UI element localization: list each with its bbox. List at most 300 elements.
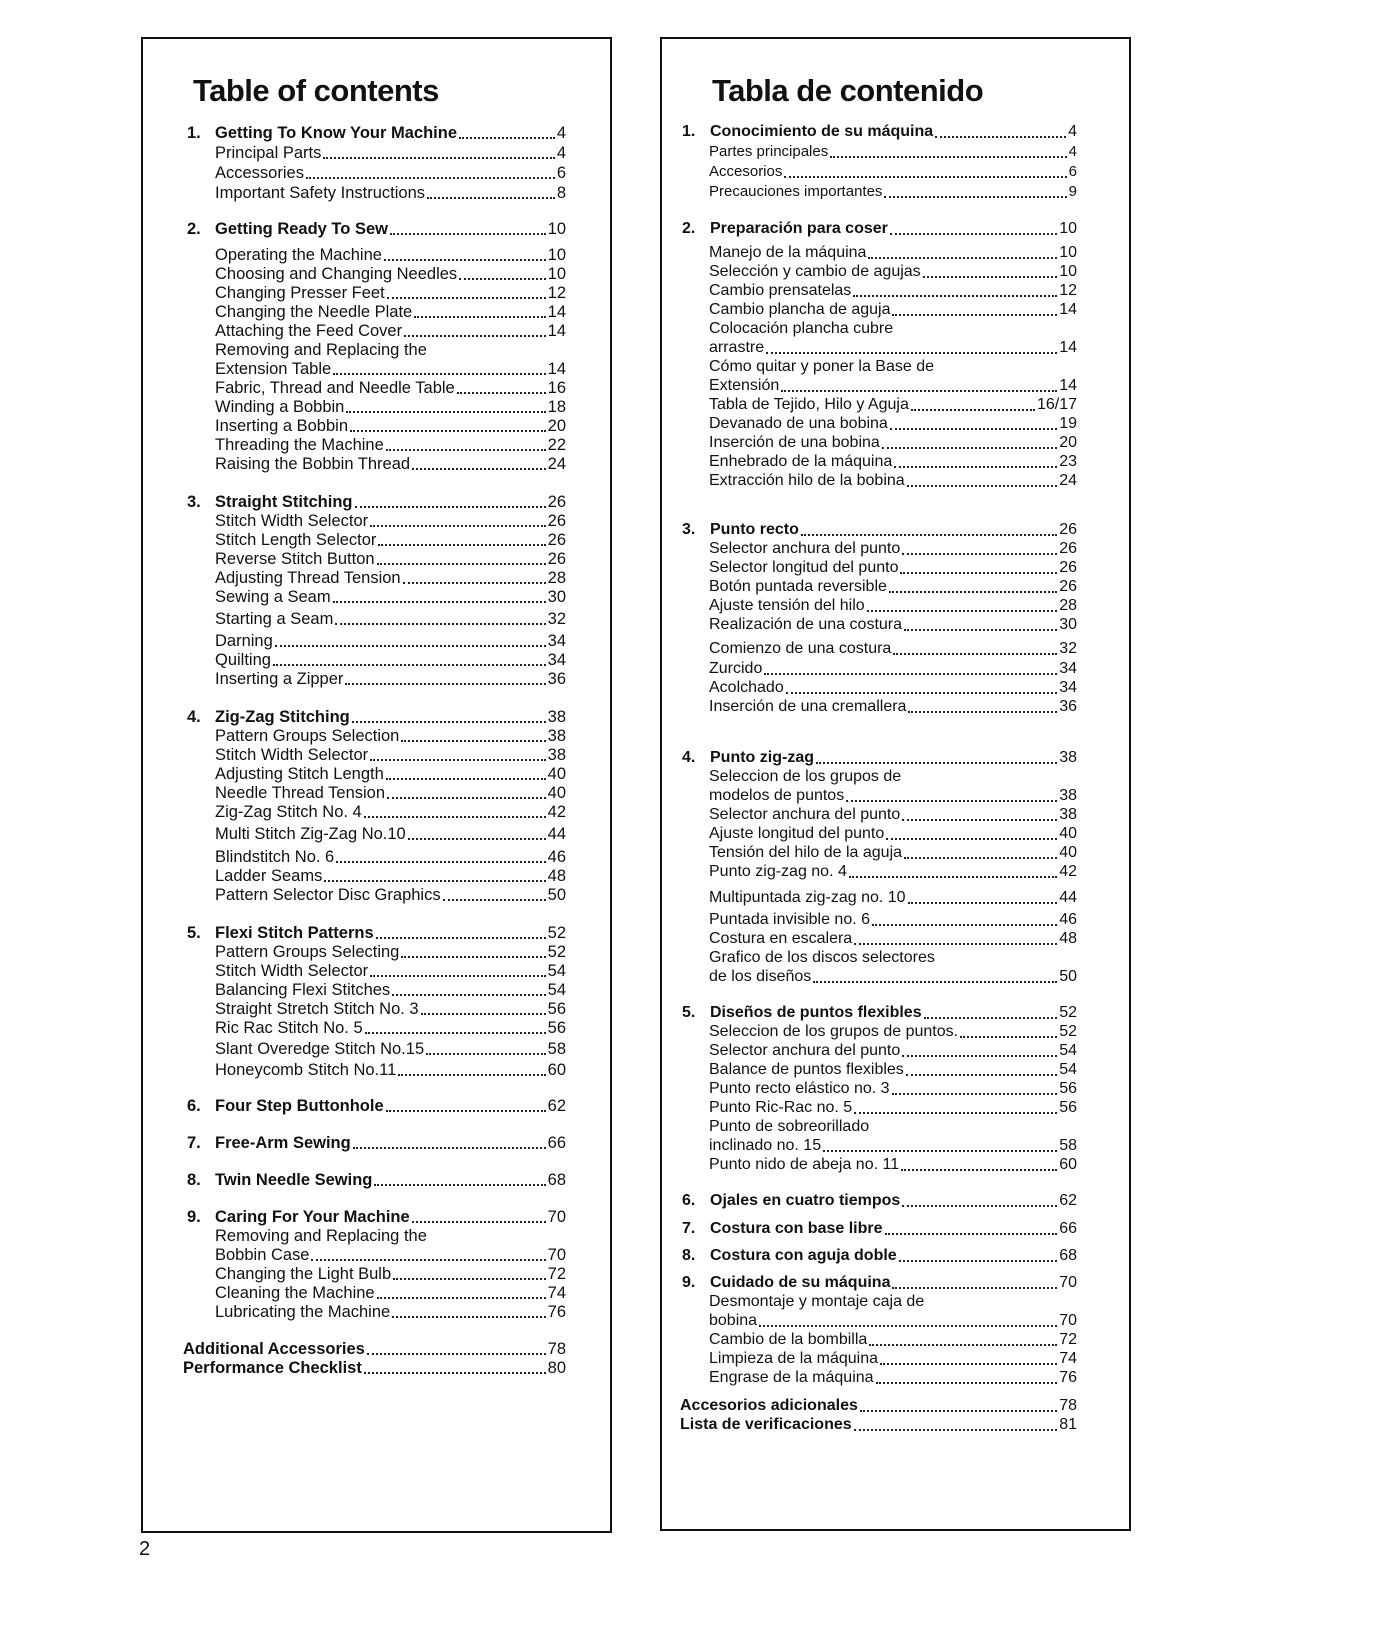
toc-leader-dots [786,691,1057,694]
toc-entry [709,577,1077,597]
toc-section-number: 8. [682,1247,696,1264]
toc-section-number: 7. [187,1134,201,1152]
toc-entry [709,1311,1077,1331]
toc-leader-dots [924,1016,1058,1019]
toc-entry-title: Four Step Buttonhole [215,1097,384,1115]
toc-section-number: 3. [682,521,696,538]
toc-entry [709,433,1077,453]
toc-page-number: 4 [556,144,566,162]
toc-page-number: 9 [1068,183,1077,200]
toc-page-number: 26 [547,493,566,511]
toc-entry-title: Inserción de una bobina [709,434,880,451]
toc-leader-dots [386,448,546,451]
toc-entry-title: Caring For Your Machine [215,1208,410,1226]
toc-page-number: 30 [547,588,566,606]
toc-section-entry [187,492,566,512]
toc-leader-dots [867,609,1058,612]
toc-entry-title: Stitch Width Selector [215,962,369,980]
toc-entry-title: Accesorios adicionales [680,1397,858,1414]
toc-entry [215,609,566,629]
toc-leader-dots [907,484,1058,487]
toc-page-number: 36 [547,670,566,688]
toc-section-entry [187,1096,566,1116]
toc-entry-title: Zig-Zag Stitch No. 4 [215,803,362,821]
toc-leader-dots [393,1277,546,1280]
toc-entry-title: Stitch Width Selector [215,746,369,764]
toc-entry [215,866,566,886]
toc-page-number: 54 [1059,1061,1077,1078]
toc-leader-dots [853,294,1057,297]
toc-page-number: 4 [556,124,566,142]
toc-entry [215,1245,566,1265]
toc-panel-spanish [660,37,1131,1531]
toc-entry-title: Extracción hilo de la bobina [709,472,905,489]
toc-leader-dots [801,533,1057,536]
toc-list-english [143,39,610,1531]
toc-page-number: 24 [547,455,566,473]
toc-page-number: 80 [547,1359,566,1377]
toc-entry [709,639,1077,659]
toc-page-number: 52 [1059,1004,1077,1021]
toc-leader-dots [401,739,545,742]
toc-entry-title: Punto zig-zag no. 4 [709,863,847,880]
toc-title-spanish: Tabla de contenido [712,73,984,108]
toc-entry-title: Grafico de los discos selectores [709,949,935,966]
toc-entry-title: Selector longitud del punto [709,559,899,576]
toc-entry-title: Flexi Stitch Patterns [215,924,374,942]
toc-entry [215,745,566,765]
toc-entry [215,650,566,670]
toc-page-number: 14 [547,322,566,340]
toc-entry [709,471,1077,491]
toc-entry-title: Punto recto elástico no. 3 [709,1080,890,1097]
toc-leader-dots [353,1146,546,1149]
toc-entry-title: Pattern Selector Disc Graphics [215,886,441,904]
toc-leader-dots [370,758,546,761]
toc-page-number: 52 [547,943,566,961]
toc-entry-title: Getting To Know Your Machine [215,124,457,142]
toc-entry-title: Preparación para coser [710,220,888,237]
toc-entry-title: Removing and Replacing the [215,341,427,359]
toc-entry [215,1039,566,1059]
toc-page-number: 20 [547,417,566,435]
toc-entry-title: Pattern Groups Selection [215,727,400,745]
toc-page-number: 26 [1059,521,1077,538]
toc-leader-dots [459,277,545,280]
toc-page-number: 72 [547,1265,566,1283]
toc-page-number: 38 [1059,806,1077,823]
toc-leader-dots [823,1149,1057,1152]
toc-entry-title: Free-Arm Sewing [215,1134,351,1152]
toc-leader-dots [854,1428,1058,1431]
toc-page-number: 8 [556,184,566,202]
toc-leader-dots [880,1362,1057,1365]
toc-entry-title: Costura con base libre [710,1220,883,1237]
toc-page-number: 72 [1059,1331,1077,1348]
toc-entry-title: Selección y cambio de agujas [709,263,921,280]
toc-entry-title: Ladder Seams [215,867,323,885]
toc-page-number: 38 [1059,787,1077,804]
toc-leader-dots [374,1183,545,1186]
toc-entry [709,319,1077,339]
toc-section-entry [682,1191,1077,1211]
toc-leader-dots [876,1381,1058,1384]
toc-page-number: 26 [1059,578,1077,595]
toc-leader-dots [759,1324,1057,1327]
toc-page-number: 10 [1059,244,1077,261]
toc-entry [215,264,566,284]
toc-section-entry [183,1358,566,1378]
toc-leader-dots [370,524,546,527]
toc-entry [709,1022,1077,1042]
toc-leader-dots [816,761,1057,764]
toc-leader-dots [273,663,546,666]
toc-leader-dots [911,408,1035,411]
toc-page-number: 74 [547,1284,566,1302]
toc-entry [709,357,1077,377]
toc-entry-title: Ojales en cuatro tiempos [710,1192,901,1209]
toc-entry [215,1226,566,1246]
toc-entry [215,163,566,183]
toc-leader-dots [766,351,1057,354]
toc-leader-dots [901,1168,1057,1171]
toc-entry-title: Changing the Light Bulb [215,1265,392,1283]
toc-entry-title: Lista de verificaciones [680,1416,852,1433]
toc-entry [215,802,566,822]
toc-leader-dots [872,923,1057,926]
toc-title-english: Table of contents [193,73,439,108]
toc-leader-dots [960,1035,1057,1038]
toc-page-number: 14 [1059,301,1077,318]
toc-entry-title: modelos de puntos [709,787,845,804]
toc-entry-title: Colocación plancha cubre [709,320,894,337]
toc-entry-title: Changing the Needle Plate [215,303,413,321]
toc-page-number: 40 [547,784,566,802]
toc-page-number: 50 [547,886,566,904]
toc-page-number: 12 [547,284,566,302]
toc-entry-title: Botón puntada reversible [709,578,887,595]
toc-leader-dots [404,334,546,337]
toc-entry [709,843,1077,863]
toc-page-number: 36 [1059,698,1077,715]
toc-page-number: 23 [1059,453,1077,470]
toc-entry-title: Adjusting Thread Tension [215,569,401,587]
toc-leader-dots [345,682,545,685]
toc-entry-title: Tensión del hilo de la aguja [709,844,903,861]
toc-leader-dots [408,837,546,840]
toc-leader-dots [854,1111,1057,1114]
toc-leader-dots [902,818,1057,821]
toc-page-number: 78 [1059,1397,1077,1414]
toc-leader-dots [890,232,1057,235]
toc-entry [709,929,1077,949]
toc-section-number: 4. [682,749,696,766]
toc-page-number: 60 [1059,1156,1077,1173]
toc-leader-dots [868,256,1057,259]
toc-page-number: 62 [1059,1192,1077,1209]
toc-entry-title: Threading the Machine [215,436,384,454]
toc-entry-title: Inserción de una cremallera [709,698,907,715]
toc-entry-title: bobina [709,1312,758,1329]
toc-entry-title: Realización de una costura [709,616,903,633]
toc-entry-title: Cómo quitar y poner la Base de [709,358,935,375]
toc-entry [709,539,1077,559]
toc-leader-dots [364,1371,546,1374]
toc-entry [709,1060,1077,1080]
toc-page-number: 38 [547,727,566,745]
toc-page-number: 74 [1059,1350,1077,1367]
toc-entry [215,321,566,341]
toc-entry-title: Extension Table [215,360,332,378]
toc-entry [709,967,1077,987]
toc-section-number: 6. [187,1097,201,1115]
toc-page-number: 4 [1068,123,1077,140]
toc-entry [709,596,1077,616]
toc-entry-title: Selector anchura del punto [709,540,901,557]
toc-entry [215,568,566,588]
toc-entry-title: Getting Ready To Sew [215,220,388,238]
toc-leader-dots [892,1092,1058,1095]
toc-entry-title: Quilting [215,651,271,669]
toc-page-number: 34 [1059,660,1077,677]
toc-page-number: 68 [1059,1247,1077,1264]
toc-entry [215,726,566,746]
toc-page-number: 56 [1059,1080,1077,1097]
toc-leader-dots [904,856,1057,859]
toc-leader-dots [335,622,545,625]
toc-leader-dots [392,993,545,996]
toc-leader-dots [882,446,1057,449]
toc-leader-dots [324,879,545,882]
toc-page-number: 56 [547,1000,566,1018]
toc-leader-dots [333,372,545,375]
toc-entry-title: Punto de sobreorillado [709,1118,870,1135]
toc-page-number: 18 [547,398,566,416]
toc-entry [709,948,1077,968]
toc-section-number: 5. [682,1004,696,1021]
toc-entry-title: Acolchado [709,679,784,696]
toc-leader-dots [377,1296,546,1299]
toc-leader-dots [365,1031,546,1034]
toc-page-number: 48 [1059,930,1077,947]
toc-entry-title: Important Safety Instructions [215,184,426,202]
toc-entry [215,1302,566,1322]
toc-section-number: 1. [682,123,696,140]
toc-leader-dots [355,505,546,508]
toc-entry [215,824,566,844]
toc-page-number: 58 [547,1040,566,1058]
toc-entry [709,142,1077,162]
toc-entry-title: inclinado no. 15 [709,1137,822,1154]
toc-entry-title: Choosing and Changing Needles [215,265,458,283]
toc-page-number: 12 [1059,282,1077,299]
toc-section-entry [187,923,566,943]
toc-entry [709,414,1077,434]
toc-entry [215,1264,566,1284]
toc-entry-title: Cambio de la bombilla [709,1331,868,1348]
toc-page-number: 28 [547,569,566,587]
toc-page-number: 76 [1059,1369,1077,1386]
toc-entry-title: Diseños de puntos flexibles [710,1004,922,1021]
toc-entry-title: Comienzo de una costura [709,640,892,657]
toc-page-number: 6 [556,164,566,182]
toc-section-entry [187,1170,566,1190]
toc-leader-dots [398,1073,545,1076]
toc-entry [215,961,566,981]
toc-entry-title: Ajuste tensión del hilo [709,597,865,614]
toc-page-number: 62 [547,1097,566,1115]
toc-page-number: 54 [547,962,566,980]
toc-entry [709,452,1077,472]
toc-entry-title: Fabric, Thread and Needle Table [215,379,455,397]
toc-page-number: 24 [1059,472,1077,489]
toc-entry-title: Straight Stitching [215,493,353,511]
toc-entry-title: Winding a Bobbin [215,398,345,416]
toc-entry [709,1292,1077,1312]
toc-section-entry [682,219,1077,239]
toc-entry [215,631,566,651]
toc-leader-dots [457,391,546,394]
toc-page-number: 46 [1059,911,1077,928]
toc-entry-title: Straight Stretch Stitch No. 3 [215,1000,419,1018]
toc-entry-title: Additional Accessories [183,1340,365,1358]
toc-section-entry [682,520,1077,540]
toc-section-entry [682,1219,1077,1239]
toc-entry-title: Blindstitch No. 6 [215,848,335,866]
toc-leader-dots [904,628,1057,631]
toc-page-number: 16/17 [1036,396,1077,413]
toc-page-number: 70 [1059,1312,1077,1329]
toc-leader-dots [412,1220,546,1223]
toc-page-number: 46 [547,848,566,866]
toc-leader-dots [352,720,546,723]
toc-entry [215,669,566,689]
toc-entry [215,1060,566,1080]
toc-page-number: 38 [1059,749,1077,766]
toc-entry-title: Inserting a Zipper [215,670,344,688]
toc-entry-title: Ajuste longitud del punto [709,825,885,842]
toc-entry-title: Honeycomb Stitch No.11 [215,1061,397,1079]
toc-entry-title: Accessories [215,164,304,182]
toc-entry [215,783,566,803]
toc-leader-dots [846,799,1057,802]
toc-entry-title: Changing Presser Feet [215,284,385,302]
toc-entry [709,697,1077,717]
toc-page-number: 52 [547,924,566,942]
toc-entry-title: Engrase de la máquina [709,1369,874,1386]
toc-entry-title: Punto Ric-Rac no. 5 [709,1099,853,1116]
toc-entry [709,243,1077,263]
toc-entry [709,678,1077,698]
toc-leader-dots [902,552,1057,555]
toc-page-number: 40 [547,765,566,783]
toc-list-spanish [662,39,1129,1529]
toc-leader-dots [370,974,546,977]
toc-page-number: 26 [547,512,566,530]
toc-leader-dots [902,1054,1057,1057]
toc-entry-title: Puntada invisible no. 6 [709,911,870,928]
toc-entry-title: Conocimiento de su máquina [710,123,934,140]
toc-entry [709,824,1077,844]
toc-entry-title: Twin Needle Sewing [215,1171,373,1189]
toc-entry [709,659,1077,679]
toc-page-number: 10 [547,246,566,264]
toc-section-entry [680,1396,1077,1416]
toc-leader-dots [893,652,1057,655]
toc-leader-dots [323,156,554,159]
toc-entry-title: arrastre [709,339,765,356]
toc-entry [709,862,1077,882]
toc-entry [709,910,1077,930]
toc-entry-title: Punto zig-zag [710,749,814,766]
toc-leader-dots [387,796,546,799]
toc-page-number: 44 [547,825,566,843]
toc-entry-title: Starting a Seam [215,610,334,628]
toc-page-number: 10 [1059,220,1077,237]
toc-leader-dots [401,955,545,958]
toc-entry [215,245,566,265]
toc-section-entry [680,1415,1077,1435]
toc-page-number: 26 [547,550,566,568]
toc-leader-dots [854,942,1057,945]
toc-section-number: 2. [187,220,201,238]
toc-leader-dots [275,644,546,647]
toc-leader-dots [306,176,555,179]
toc-entry [709,786,1077,806]
toc-entry-title: Multipuntada zig-zag no. 10 [709,889,906,906]
toc-section-number: 7. [682,1220,696,1237]
toc-page-number: 42 [547,803,566,821]
toc-page-number: 34 [547,632,566,650]
toc-section-number: 9. [187,1208,201,1226]
toc-leader-dots [443,898,546,901]
toc-entry [215,302,566,322]
toc-page-number: 44 [1059,889,1077,906]
toc-leader-dots [427,196,555,199]
toc-leader-dots [884,195,1066,198]
toc-entry [709,1330,1077,1350]
toc-leader-dots [403,581,546,584]
toc-page-number: 56 [547,1019,566,1037]
toc-panel-english [141,37,612,1533]
toc-page-number: 26 [547,531,566,549]
toc-section-number: 8. [187,1171,201,1189]
toc-leader-dots [376,936,546,939]
toc-entry-title: Sewing a Seam [215,588,331,606]
toc-section-number: 6. [682,1192,696,1209]
toc-entry [215,359,566,379]
toc-section-number: 9. [682,1274,696,1291]
toc-page-number: 66 [1059,1220,1077,1237]
toc-leader-dots [890,427,1057,430]
toc-entry-title: Partes principales [709,143,829,160]
toc-page-number: 48 [547,867,566,885]
toc-entry-title: Raising the Bobbin Thread [215,455,411,473]
toc-page-number: 34 [547,651,566,669]
toc-section-entry [682,1246,1077,1266]
toc-entry [709,1349,1077,1369]
toc-entry-title: Pattern Groups Selecting [215,943,400,961]
toc-leader-dots [426,1052,546,1055]
toc-leader-dots [894,465,1057,468]
toc-leader-dots [784,175,1066,178]
toc-leader-dots [346,410,545,413]
toc-section-entry [187,707,566,727]
toc-page-number: 54 [547,981,566,999]
toc-page-number: 32 [1059,640,1077,657]
toc-page-number: 78 [547,1340,566,1358]
toc-leader-dots [390,232,546,235]
